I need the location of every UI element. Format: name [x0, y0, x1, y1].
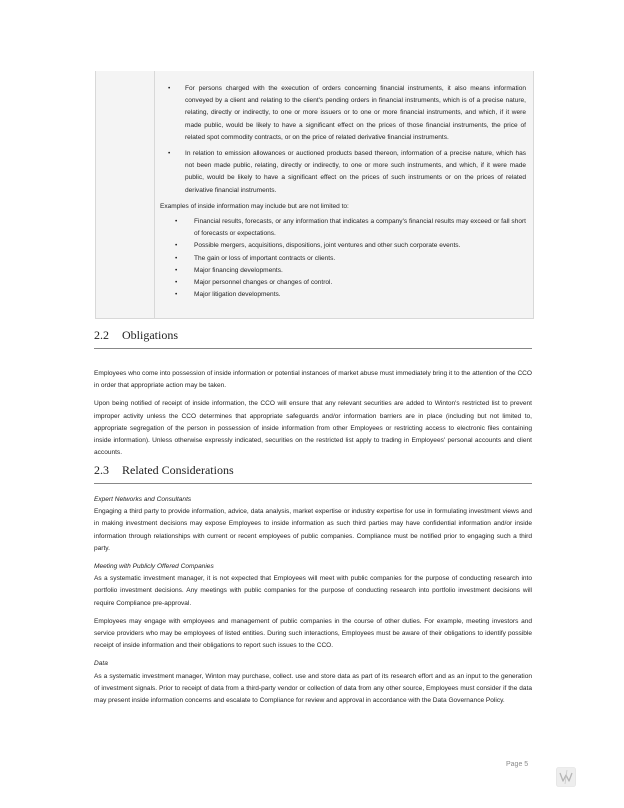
page-number: Page 5: [506, 761, 529, 768]
paragraph: Employees may engage with employees and management of public companies in the course of other duties. For example, meeting investors and service providers who may be employees of listed entities. During such interactions, Employees must be aware of their obligations to identify possible receipt of inside information and their obligations to report such issues to the CCO.: [94, 617, 532, 650]
example-item: • Major litigation developments.: [160, 289, 526, 301]
examples-intro: Examples of inside information may include but are not limited to:: [160, 202, 349, 210]
related-considerations-body: [94, 494, 532, 713]
example-item: • Major personnel changes or changes of control.: [160, 277, 526, 289]
table-cell-content: [160, 83, 526, 301]
obligations-body: [94, 368, 532, 465]
paragraph: Upon being notified of receipt of inside information, the CCO will ensure that any relevant securities are added to Winton's restricted list to prevent improper activity unless the CCO determines that appropriate safeguards and/or information barriers are in place (including but not limited to, appropriate segregation of the person in possession of inside information from other Employees or restricting access to electronic files containing inside information). Unless otherwise expressly indicated, securities on the restricted list apply to trading in Employees' personal accounts and client accounts.: [94, 400, 532, 457]
bullet-item: • In relation to emission allowances or auctioned products based thereon, information of a precise nature, which has not been made public, relating, directly or indirectly, to one or more such instruments, and which, if it were made public, would be likely to have a significant effect on the prices of such instruments or on the prices of related derivative financial instruments.: [160, 148, 526, 197]
bullet-item: • For persons charged with the execution of orders concerning financial instruments, it also means information conveyed by a client and relating to the client's pending orders in financial instruments, which is of a precise nature, relating, directly or indirectly, to one or more issuers or to one or more financial instruments, and which, if it were made public, would be likely to have a significant effect on the prices of those financial instruments, the price of related spot commodity contracts, or on the price of related derivative financial instruments.: [160, 83, 526, 144]
subsection-title-meeting: Meeting with Publicly Offered Companies: [94, 563, 214, 571]
section-heading-related-considerations: [94, 463, 532, 484]
table-column-divider: [154, 71, 155, 318]
subsection-title-data: Data: [94, 660, 108, 668]
section-heading-obligations: [94, 328, 532, 349]
example-item: • Major financing developments.: [160, 265, 526, 277]
winton-logo-icon: [556, 767, 576, 787]
paragraph: Employees who come into possession of inside information or potential instances of market abuse must immediately bring it to the attention of the CCO in order that appropriate action may be taken.: [94, 370, 532, 390]
paragraph: As a systematic investment manager, Winton may purchase, collect. use and store data as part of its research effort and as an input to the generation of investment signals. Prior to receipt of data from a third-party vendor or collection of data from any other source, Employees must consider if the data may present inside information concerns and escalate to Compliance for review and approval in accordance with the Data Governance Policy.: [94, 672, 532, 705]
example-item: • The gain or loss of important contracts or clients.: [160, 253, 526, 265]
subsection-title-expert-networks: Expert Networks and Consultants: [94, 496, 192, 503]
example-item: • Financial results, forecasts, or any information that indicates a company's financial results may exceed or fall short of forecasts or expectations.: [160, 216, 526, 240]
example-item: • Possible mergers, acquisitions, dispositions, joint ventures and other such corporate events.: [160, 240, 526, 252]
section-title: Obligations: [122, 328, 178, 342]
section-number: 2.3: [94, 463, 109, 477]
section-number: 2.2: [94, 328, 109, 342]
paragraph: As a systematic investment manager, it is not expected that Employees will meet with public companies for the purpose of conducting research into portfolio investment decisions. Any meetings with public companies for the purpose of conducting research into portfolio investment decisions will require Compliance pre-approval.: [94, 575, 532, 607]
paragraph: Engaging a third party to provide information, advice, data analysis, market expertise or industry expertise for use in formulating investment views and in making investment decisions may expose Employees to inside information as such third parties may have confidential information and/or inside information through relationships with current or recent employees of public companies. Compliance must be notified prior to engaging such a third party.: [94, 508, 532, 552]
section-title: Related Considerations: [122, 463, 234, 477]
